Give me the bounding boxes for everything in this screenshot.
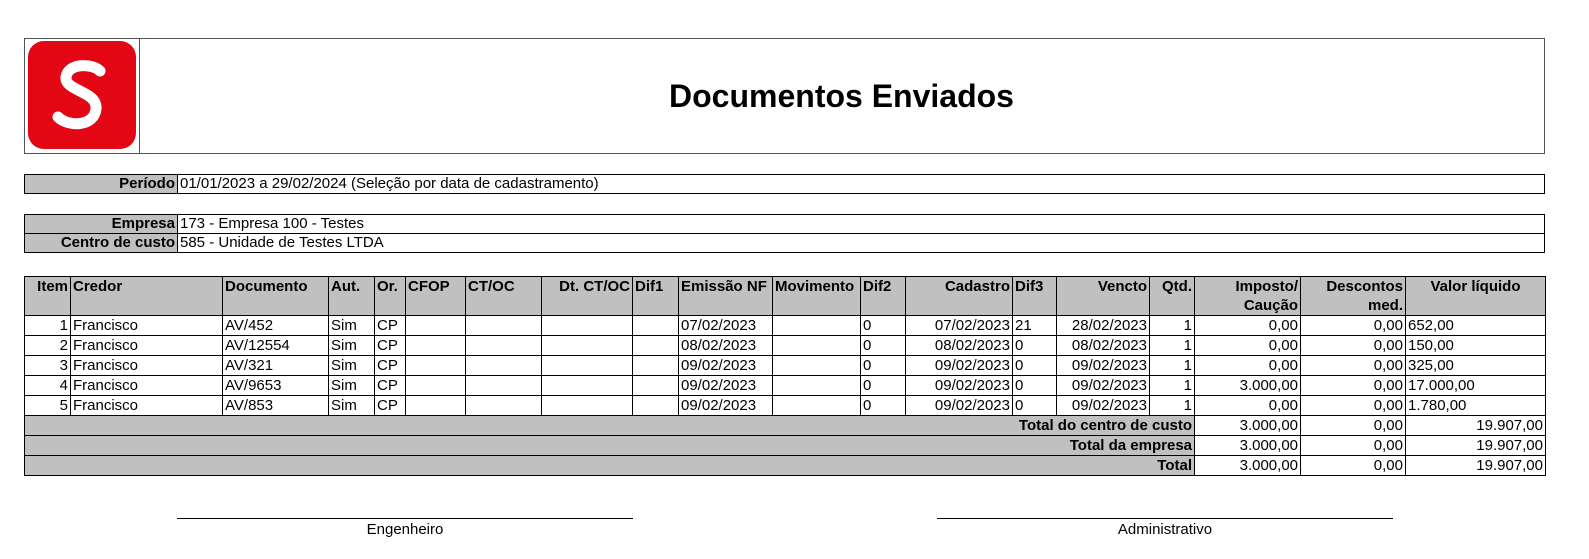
cell-cadastro: 09/02/2023: [906, 396, 1013, 416]
col-or: Or.: [375, 277, 406, 316]
cell-movimento: [773, 376, 861, 396]
period-table: [24, 174, 1545, 194]
cell-documento: AV/12554: [223, 336, 329, 356]
total-valor: 19.907,00: [1406, 416, 1546, 436]
cell-dif1: [633, 336, 679, 356]
cell-imposto: 0,00: [1195, 356, 1301, 376]
col-valor: Valor líquido: [1406, 277, 1546, 316]
total-label: Total do centro de custo: [25, 416, 1195, 436]
cell-dif1: [633, 356, 679, 376]
cell-cfop: [406, 376, 466, 396]
cell-descontos: 0,00: [1301, 316, 1406, 336]
cell-dtctoc: [542, 336, 633, 356]
col-ctoc: CT/OC: [466, 277, 542, 316]
cell-imposto: 0,00: [1195, 316, 1301, 336]
cell-movimento: [773, 396, 861, 416]
report-header: [24, 38, 1545, 154]
cell-cfop: [406, 336, 466, 356]
cell-ctoc: [466, 356, 542, 376]
col-cfop: CFOP: [406, 277, 466, 316]
cell-dif2: 0: [861, 376, 906, 396]
signature-engenheiro: Engenheiro: [177, 518, 633, 538]
s-logo-icon: [28, 41, 136, 149]
cell-descontos: 0,00: [1301, 336, 1406, 356]
cell-valor: 150,00: [1406, 336, 1546, 356]
cell-dif1: [633, 396, 679, 416]
cell-documento: AV/853: [223, 396, 329, 416]
cell-credor: Francisco: [71, 376, 223, 396]
cell-dif2: 0: [861, 356, 906, 376]
cell-emissao: 09/02/2023: [679, 396, 773, 416]
cell-emissao: 07/02/2023: [679, 316, 773, 336]
cell-or: CP: [375, 376, 406, 396]
cell-ctoc: [466, 336, 542, 356]
cell-or: CP: [375, 396, 406, 416]
company-label: Empresa: [25, 215, 178, 234]
table-row: [25, 316, 1546, 336]
cell-cadastro: 09/02/2023: [906, 376, 1013, 396]
cell-dif3: 0: [1013, 356, 1057, 376]
cell-credor: Francisco: [71, 396, 223, 416]
cell-dif2: 0: [861, 316, 906, 336]
table-row: [25, 396, 1546, 416]
cell-dif1: [633, 316, 679, 336]
cell-cfop: [406, 396, 466, 416]
total-imposto: 3.000,00: [1195, 456, 1301, 476]
total-valor: 19.907,00: [1406, 436, 1546, 456]
cell-cfop: [406, 356, 466, 376]
cell-vencto: 28/02/2023: [1057, 316, 1150, 336]
cell-dif3: 0: [1013, 396, 1057, 416]
cell-emissao: 09/02/2023: [679, 356, 773, 376]
cell-dif1: [633, 376, 679, 396]
cell-credor: Francisco: [71, 356, 223, 376]
col-descontos: Descontos med.: [1301, 277, 1406, 316]
cost-center-label: Centro de custo: [25, 234, 178, 253]
cell-movimento: [773, 316, 861, 336]
cell-ctoc: [466, 376, 542, 396]
cell-emissao: 08/02/2023: [679, 336, 773, 356]
cell-or: CP: [375, 336, 406, 356]
company-value: 173 - Empresa 100 - Testes: [178, 215, 1545, 234]
col-imposto: Imposto/ Caução: [1195, 277, 1301, 316]
report-title: Documentos Enviados: [669, 77, 1014, 114]
cell-documento: AV/321: [223, 356, 329, 376]
total-row: [25, 436, 1546, 456]
cell-credor: Francisco: [71, 316, 223, 336]
cell-dtctoc: [542, 356, 633, 376]
cell-dif2: 0: [861, 396, 906, 416]
col-vencto: Vencto: [1057, 277, 1150, 316]
period-value: 01/01/2023 a 29/02/2024 (Seleção por data de cadastramento): [178, 175, 1545, 194]
cell-qtd: 1: [1150, 336, 1195, 356]
cell-aut: Sim: [329, 336, 375, 356]
col-qtd: Qtd.: [1150, 277, 1195, 316]
cell-cfop: [406, 316, 466, 336]
cell-documento: AV/9653: [223, 376, 329, 396]
total-row: [25, 456, 1546, 476]
cell-cadastro: 07/02/2023: [906, 316, 1013, 336]
cell-movimento: [773, 336, 861, 356]
col-cadastro: Cadastro: [906, 277, 1013, 316]
cell-ctoc: [466, 396, 542, 416]
cell-emissao: 09/02/2023: [679, 376, 773, 396]
cost-center-value: 585 - Unidade de Testes LTDA: [178, 234, 1545, 253]
cell-valor: 652,00: [1406, 316, 1546, 336]
cell-item: 2: [25, 336, 71, 356]
company-logo: [28, 41, 136, 149]
total-descontos: 0,00: [1301, 436, 1406, 456]
cell-ctoc: [466, 316, 542, 336]
cell-aut: Sim: [329, 396, 375, 416]
cell-qtd: 1: [1150, 376, 1195, 396]
cell-imposto: 0,00: [1195, 336, 1301, 356]
documents-table: [24, 276, 1546, 476]
cell-vencto: 08/02/2023: [1057, 336, 1150, 356]
cell-documento: AV/452: [223, 316, 329, 336]
total-valor: 19.907,00: [1406, 456, 1546, 476]
cell-qtd: 1: [1150, 356, 1195, 376]
cell-item: 5: [25, 396, 71, 416]
cell-vencto: 09/02/2023: [1057, 376, 1150, 396]
cell-cadastro: 08/02/2023: [906, 336, 1013, 356]
cell-qtd: 1: [1150, 396, 1195, 416]
cell-valor: 325,00: [1406, 356, 1546, 376]
col-dif3: Dif3: [1013, 277, 1057, 316]
cell-qtd: 1: [1150, 316, 1195, 336]
col-emissao: Emissão NF: [679, 277, 773, 316]
logo-cell: [25, 39, 140, 153]
col-item: Item: [25, 277, 71, 316]
cell-aut: Sim: [329, 316, 375, 336]
signature-administrativo: Administrativo: [937, 518, 1393, 538]
cell-item: 3: [25, 356, 71, 376]
cell-aut: Sim: [329, 356, 375, 376]
col-documento: Documento: [223, 277, 329, 316]
col-dif2: Dif2: [861, 277, 906, 316]
total-imposto: 3.000,00: [1195, 416, 1301, 436]
cell-descontos: 0,00: [1301, 396, 1406, 416]
col-dif1: Dif1: [633, 277, 679, 316]
cell-item: 4: [25, 376, 71, 396]
cell-cadastro: 09/02/2023: [906, 356, 1013, 376]
company-table: [24, 214, 1545, 253]
cell-item: 1: [25, 316, 71, 336]
cell-or: CP: [375, 356, 406, 376]
table-header-row: [25, 277, 1546, 316]
total-descontos: 0,00: [1301, 416, 1406, 436]
cell-aut: Sim: [329, 376, 375, 396]
table-row: [25, 356, 1546, 376]
cell-dtctoc: [542, 376, 633, 396]
cell-dif3: 0: [1013, 336, 1057, 356]
cell-valor: 17.000,00: [1406, 376, 1546, 396]
cell-descontos: 0,00: [1301, 376, 1406, 396]
col-movimento: Movimento: [773, 277, 861, 316]
col-aut: Aut.: [329, 277, 375, 316]
table-row: [25, 336, 1546, 356]
cell-dif3: 0: [1013, 376, 1057, 396]
total-imposto: 3.000,00: [1195, 436, 1301, 456]
table-row: [25, 376, 1546, 396]
cell-vencto: 09/02/2023: [1057, 356, 1150, 376]
col-credor: Credor: [71, 277, 223, 316]
cell-or: CP: [375, 316, 406, 336]
total-label: Total da empresa: [25, 436, 1195, 456]
cell-vencto: 09/02/2023: [1057, 396, 1150, 416]
period-label: Período: [25, 175, 178, 194]
cell-imposto: 0,00: [1195, 396, 1301, 416]
cell-imposto: 3.000,00: [1195, 376, 1301, 396]
cell-dtctoc: [542, 396, 633, 416]
total-row: [25, 416, 1546, 436]
col-dtctoc: Dt. CT/OC: [542, 277, 633, 316]
cell-dif2: 0: [861, 336, 906, 356]
total-descontos: 0,00: [1301, 456, 1406, 476]
total-label: Total: [25, 456, 1195, 476]
cell-descontos: 0,00: [1301, 356, 1406, 376]
cell-valor: 1.780,00: [1406, 396, 1546, 416]
cell-dtctoc: [542, 316, 633, 336]
cell-dif3: 21: [1013, 316, 1057, 336]
cell-credor: Francisco: [71, 336, 223, 356]
cell-movimento: [773, 356, 861, 376]
